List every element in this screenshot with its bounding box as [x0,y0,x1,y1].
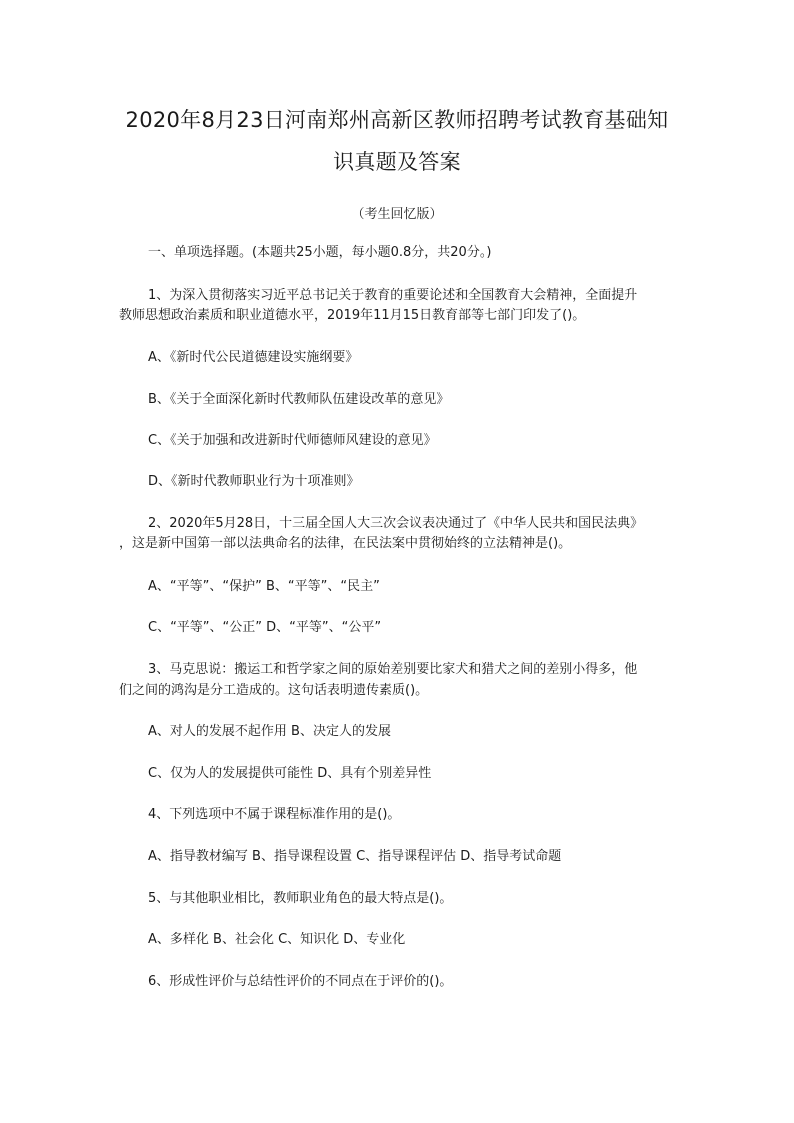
question-3-text-line-2: 们之间的鸿沟是分工造成的。这句话表明遗传素质()。 [119,683,429,698]
question-2-text-line-2: ，这是新中国第一部以法典命名的法律，在民法案中贯彻始终的立法精神是()。 [119,536,572,551]
document-title-line-1: 2020年8月23日河南郑州高新区教师招聘考试教育基础知 [125,108,669,132]
question-3-options-ab: A、对人的发展不起作用 B、决定人的发展 [148,724,391,739]
question-4-text: 4、下列选项中不属于课程标准作用的是()。 [148,807,401,822]
question-1-option-c: C、《关于加强和改进新时代师德师风建设的意见》 [148,433,437,448]
question-2-options-cd: C、“平等”、“公正” D、“平等”、“公平” [148,620,382,635]
question-1-text-line-2: 教师思想政治素质和职业道德水平，2019年11月15日教育部等七部门印发了()。 [119,308,586,323]
question-1-option-a: A、《新时代公民道德建设实施纲要》 [148,350,359,365]
question-2-options-ab: A、“平等”、“保护” B、“平等”、“民主” [148,579,380,594]
document-title-line-2: 识真题及答案 [333,150,461,174]
question-1-option-b: B、《关于全面深化新时代教师队伍建设改革的意见》 [148,392,450,407]
question-3-options-cd: C、仅为人的发展提供可能性 D、具有个别差异性 [148,766,432,781]
section-heading: 一、单项选择题。(本题共25小题，每小题0.8分，共20分。) [148,245,492,260]
question-1-text-line-1: 1、为深入贯彻落实习近平总书记关于教育的重要论述和全国教育大会精神，全面提升 [148,288,638,303]
question-3-text-line-1: 3、马克思说：搬运工和哲学家之间的原始差别要比家犬和猎犬之间的差别小得多，他 [148,662,638,677]
document-subtitle: （考生回忆版） [351,207,443,222]
question-1-option-d: D、《新时代教师职业行为十项准则》 [148,474,360,489]
question-4-options: A、指导教材编写 B、指导课程设置 C、指导课程评估 D、指导考试命题 [148,849,562,864]
question-2-text-line-1: 2、2020年5月28日，十三届全国人大三次会议表决通过了《中华人民共和国民法典》 [148,516,644,531]
question-5-options: A、多样化 B、社会化 C、知识化 D、专业化 [148,932,406,947]
question-6-text: 6、形成性评价与总结性评价的不同点在于评价的()。 [148,974,453,989]
question-5-text: 5、与其他职业相比，教师职业角色的最大特点是()。 [148,891,453,906]
